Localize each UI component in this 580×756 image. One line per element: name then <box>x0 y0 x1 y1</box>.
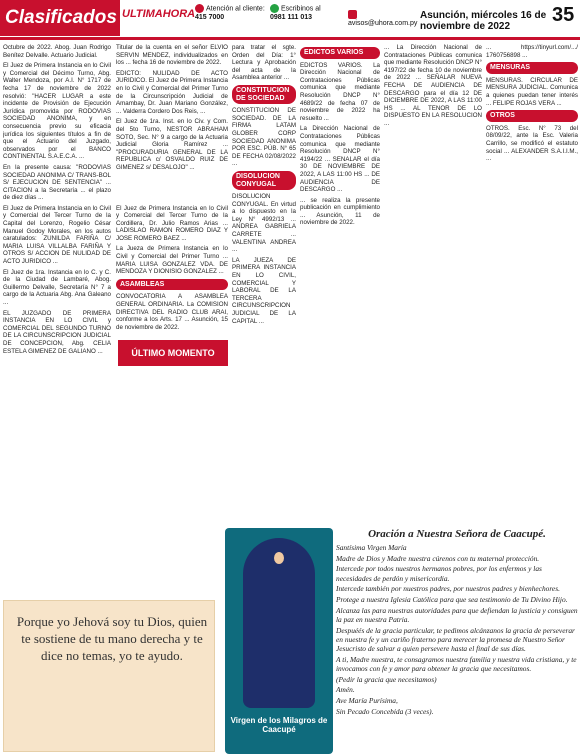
virgin-face-icon <box>274 552 284 564</box>
notice-text: El Juez de Primera Instancia en lo Civil y Comercial del Décimo Turno, Abg. Walter Mendoza, por A.I. N° 1717 de fecha 17 de noviembre de 2022 resolvió: "HACER LUGAR a este incidente de Provisión de Ejecución Jurídica promovida por RODOVIAS SOCIEDAD ANONIMA, y en consecuencia previo su eficacia jurídica los siguientes títulos a fin de que el Actuario del Juzgado, observados por el BANCO CONTINENTAL S.A.E.C.A. ... <box>3 62 111 161</box>
prayer-line: Amén. <box>336 685 355 695</box>
prayer-line: Madre de Dios y Madre nuestra cúrenos con tu maternal protección. <box>336 553 540 563</box>
notice-text: En la presente causa: "RODOVIAS SOCIEDAD ANONIMA C/ TRANS-BOL S/ EJECUCION DE SENTENCIA" ... CITACION a la Secretaría ... el plazo de diez días ... <box>3 163 111 202</box>
notice-text: ... La Dirección Nacional de Contrataciones Públicas comunica que mediante Resolución DNCP N° 4197/22 de fecha 10 de noviembre de 2022 ... SEÑALAR NUEVA FECHA DE AUDIENCIA DE DESCARGO para el día 12 DE DICIEMBRE DE 2022, A LAS 11:00 HS ... AL TENOR DE LO DISPUESTO EN LA RESOLUCION ... <box>384 44 482 127</box>
notice-text: OTROS. Esc. N° 73 del 08/09/22, ante la Esc. Valeria Carrillo, se modificó el estatuto social ... ALEXANDER S.A.I.I.M., ... <box>486 124 578 163</box>
notice-text: El Juez de Primera Instancia en lo Civil y Comercial del Tercer Turno de la Cordillera, Dr. Julio Ramos Arias ... LADISLAO RAMON ROMERO DIAZ Y JOSE ROMERO BAEZ ... <box>116 204 228 242</box>
page-header <box>0 0 580 40</box>
notice-text: LA JUEZA DE PRIMERA INSTANCIA EN LO CIVIL, COMERCIAL Y LABORAL DE LA TERCERA CIRCUNSCRIPCION JUDICIAL DE LA CAPITAL ... <box>232 256 296 325</box>
notice-text: El Juez de 1ra. Instancia en lo C. y C. de la Ciudad de Lambaré, Abog. Guillermo Delvalle, Secretaría N° 7 a cargo de la Actuaria Abg. Ana Galeano ... <box>3 268 111 306</box>
whatsapp-icon <box>270 4 279 13</box>
notice-text: Titular de la cuenta en el señor ELVIO SERVIN MENDEZ, individualizados en los ... fecha 16 de noviembre de 2022. <box>116 44 228 67</box>
bible-verse-ad <box>3 600 215 752</box>
ultimo-momento-banner: ÚLTIMO MOMENTO <box>118 340 228 366</box>
notice-text: La Jueza de Primera Instancia en lo Civil y Comercial del Primer Turno ... MARIA LUISA GONZALEZ VDA. DE MENDOZA Y DIONISIO GONZALEZ ... <box>116 245 228 276</box>
prayer-line: Protege a nuestra Iglesia Católica para que sea testimonio de Tu Divino Hijo. <box>336 595 568 605</box>
phone-icon <box>195 4 204 13</box>
prayer-line: Santísima Virgen María <box>336 543 407 552</box>
section-disolucion: DISOLUCION CONYUGAL <box>232 171 296 190</box>
notice-text: para tratar el sgte. Orden del Día: 1° Lectura y Aprobación del acta de la Asamblea anterior ... <box>232 44 296 82</box>
notice-text: MENSURAS. CIRCULAR DE MENSURA JUDICIAL. Comunica a quienes puedan tener interés ... FELIPE ROJAS VERA ... <box>486 76 578 107</box>
email-contact <box>348 10 420 40</box>
customer-service <box>195 4 265 34</box>
notice-text: EDICTOS VARIOS. La Dirección Nacional de Contrataciones Públicas comunica que mediante Resolución DNCP N° 4689/22 de fecha 07 de noviembre de 2022 ha resuelto ... <box>300 61 380 122</box>
notice-text: El Juez de Primera Instancia en lo Civil y Comercial del Tercer Turno de la Capital del Lorenzo, Rogelio César Manuel Godoy Morales, en los autos caratulados: ZUNILDA FARIÑA C/ MARIA LUISA VILLALBA FARIÑA Y OTROS S/ ACCION DE NULIDAD DE ACTO JURIDICO ... <box>3 204 111 266</box>
whatsapp-label: Escribinos al <box>281 5 321 13</box>
whatsapp-contact <box>270 4 342 34</box>
prayer-title: Oración a Nuestra Señora de Caacupé. <box>368 528 546 540</box>
notice-text: ... https://tinyurl.com/.../ 1760756898 ... <box>486 44 578 59</box>
notice-text: CONSTITUCION DE SOCIEDAD. DE LA FIRMA LATAM GLOBER CORP SOCIEDAD ANONIMA POR ESC. PÚB. N° 65 DE FECHA 02/08/2022 ... <box>232 107 296 168</box>
page-number: 35 <box>552 4 575 26</box>
section-mensuras: MENSURAS <box>486 62 578 74</box>
virgin-image-card <box>225 528 333 754</box>
prayer-line: Intercede también por nuestros padres, por nuestros padres y bienhechores. <box>336 584 560 594</box>
section-constitucion: CONSTITUCION DE SOCIEDAD <box>232 85 296 104</box>
section-otros: OTROS <box>486 110 578 122</box>
column-4 <box>300 44 380 564</box>
prayer-line: Despuéés de la gracia particular, te pedimos alcánzanos la gracia de perseverar en nuestra fe y un cariño fraterno para merecer la promesa de Nuestro Señor Jesucristo de salvar a quien persevere hasta el final de sus días. <box>336 625 575 654</box>
notice-text: Octubre de 2022. Abog. Juan Rodrigo Benítez Delvalle. Actuario Judicial. <box>3 44 111 59</box>
section-edictos-varios: EDICTOS VARIOS <box>300 47 380 59</box>
virgin-card-label: Virgen de los Milagros de Caacupé <box>230 716 328 734</box>
section-asambleas: ASAMBLEAS <box>116 279 228 291</box>
prayer-line: Intercede por todos nuestros hermanos pobres, por los enfermos y las necesidades de perdón y misericordia. <box>336 564 542 583</box>
column-3 <box>232 44 296 564</box>
column-5 <box>384 44 482 564</box>
column-6 <box>486 44 578 564</box>
whatsapp-number: 0981 111 013 <box>270 14 313 22</box>
section-title: Clasificados <box>0 0 120 36</box>
prayer-line: A ti, Madre nuestra, te consagramos nuestra familia y nuestra vida cristiana, y te invocamos con fe y amor para obtener la gracia que necesitamos. <box>336 654 577 673</box>
prayer-line: Sin Pecado Concebida (3 veces). <box>336 706 434 716</box>
phone-number: 415 7000 <box>195 14 225 22</box>
prayer-line: Ave María Purísima, <box>336 696 398 706</box>
prayer-section <box>336 528 578 754</box>
column-2 <box>116 44 228 564</box>
prayer-body <box>336 543 578 716</box>
phone-label: Atención al cliente: <box>206 5 265 13</box>
notice-text: ... se realiza la presente publicación en cumplimiento ... Asunción, 11 de noviembre de 2022. <box>300 196 380 227</box>
newspaper-name: ULTIMAHORA <box>122 8 196 20</box>
verse-text: Porque yo Jehová soy tu Dios, quien te sostiene de tu mano derecha y te dice no temas, yo te ayudo. <box>16 614 208 663</box>
prayer-line: (Pedir la gracia que necesitamos) <box>336 674 437 684</box>
notice-text: El Juez de 1ra. Inst. en lo Civ. y Com. del 5to Turno, NESTOR ABRAHAM SOTO, Sec. N° 9 a cargo de la Actuaria Judicial Gloria Ramírez ... "PROCURADURIA GENERAL DE LA REPUBLICA c/ OSVALDO RUIZ DE GIMENEZ s/ DESALOJO" ... <box>116 118 228 171</box>
email-address: avisos@uhora.com.py <box>348 20 418 28</box>
notice-text: CONVOCATORIA A ASAMBLEA GENERAL ORDINARIA. La COMISION DIRECTIVA DEL RADIO CLUB ARAI, conforme a los Arts. 17 ... Asunción, 15 de noviembre de 2022. <box>116 293 228 331</box>
notice-text: EDICTO: NULIDAD DE ACTO JURIDICO. El Juez de Primera Instancia en lo Civil y Comercial del Primer Turno de la Circunscripción Judicial de Amambay, Dr. Juan Mariano González, ... Valderra Cordero Dos Reis, ... <box>116 69 228 115</box>
prayer-line: Alcanza las para nuestras autoridades para que defiendan la justicia y consiguen la paz en nuestra Patria. <box>336 605 578 624</box>
mail-icon <box>348 10 357 19</box>
issue-date: Asunción, miércoles 16 de noviembre de 2022 <box>420 10 547 32</box>
notice-text: EL JUZGADO DE PRIMERA INSTANCIA EN LO CIVIL y COMERCIAL DEL SEGUNDO TURNO DE LA CIRCUNSCRIPCION JUDICIAL DE CONCEPCION, Abg. CELIA ESTELA GIMENEZ DE GALIANO ... <box>3 309 111 355</box>
notice-text: DISOLUCION CONYUGAL. En virtud a lo dispuesto en la Ley N° 4992/13 ... ANDREA GABRIELA CARRETE ... VALENTINA ANDREA ... <box>232 193 296 254</box>
notice-text: La Dirección Nacional de Contrataciones Públicas comunica que mediante Resolución DNCP N° 4194/22 ... SENALAR el día 30 DE NOVIEMBRE DE 2022, A LAS 11:00 HS ... DE AUDIENCIA DE DESCARGO ... <box>300 125 380 194</box>
virgin-figure-icon <box>243 538 315 708</box>
